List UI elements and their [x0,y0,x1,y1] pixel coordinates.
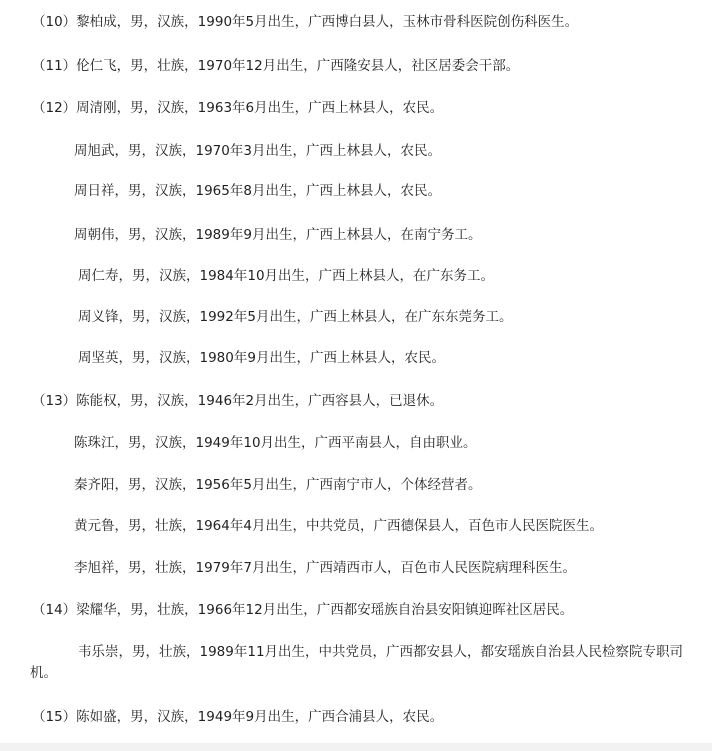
paragraph-wei-lechong: 韦乐崇，男，壮族，1989年11月出生，中共党员，广西都安县人，都安瑶族自治县人民检察院专职司机。 [30,644,684,681]
paragraph-zhou-jianying: 周坚英，男，汉族，1980年9月出生，广西上林县人，农民。 [78,350,445,366]
bottom-divider-bar [0,743,712,751]
paragraph-zhou-renshou: 周仁寿，男，汉族，1984年10月出生，广西上林县人，在广东务工。 [78,268,495,284]
paragraph-qin-qiyang: 秦齐阳，男，汉族，1956年5月出生，广西南宁市人，个体经营者。 [74,477,482,493]
paragraph-li-xuxiang: 李旭祥，男，壮族，1979年7月出生，广西靖西市人，百色市人民医院病理科医生。 [74,560,576,576]
paragraph-10-li-baicheng: （10）黎柏成，男，汉族，1990年5月出生，广西博白县人，玉林市骨科医院创伤科医生。 [32,14,579,30]
paragraph-zhou-rixiang: 周日祥，男，汉族，1965年8月出生，广西上林县人，农民。 [74,183,441,199]
paragraph-chen-zhujiang: 陈珠江，男，汉族，1949年10月出生，广西平南县人，自由职业。 [74,435,477,451]
paragraph-13-chen-nengquan: （13）陈能权，男，汉族，1946年2月出生，广西容县人，已退休。 [32,393,444,409]
paragraph-11-lun-renfei: （11）伦仁飞，男，壮族，1970年12月出生，广西隆安县人，社区居委会干部。 [32,58,520,74]
paragraph-zhou-yifeng: 周义锋，男，汉族，1992年5月出生，广西上林县人，在广东东莞务工。 [78,309,513,325]
paragraph-zhou-xuwu: 周旭武，男，汉族，1970年3月出生，广西上林县人，农民。 [74,143,441,159]
paragraph-12-zhou-qinggang: （12）周清刚，男，汉族，1963年6月出生，广西上林县人，农民。 [32,100,444,116]
paragraph-huang-yuanlu: 黄元鲁，男，壮族，1964年4月出生，中共党员，广西德保县人，百色市人民医院医生。 [74,518,603,534]
paragraph-zhou-chaowei: 周朝伟，男，汉族，1989年9月出生，广西上林县人，在南宁务工。 [74,227,482,243]
paragraph-14-liang-yaohua: （14）梁耀华，男，壮族，1966年12月出生，广西都安瑶族自治县安阳镇迎晖社区居民。 [32,602,574,618]
paragraph-15-chen-rusheng: （15）陈如盛，男，汉族，1949年9月出生，广西合浦县人，农民。 [32,709,444,725]
